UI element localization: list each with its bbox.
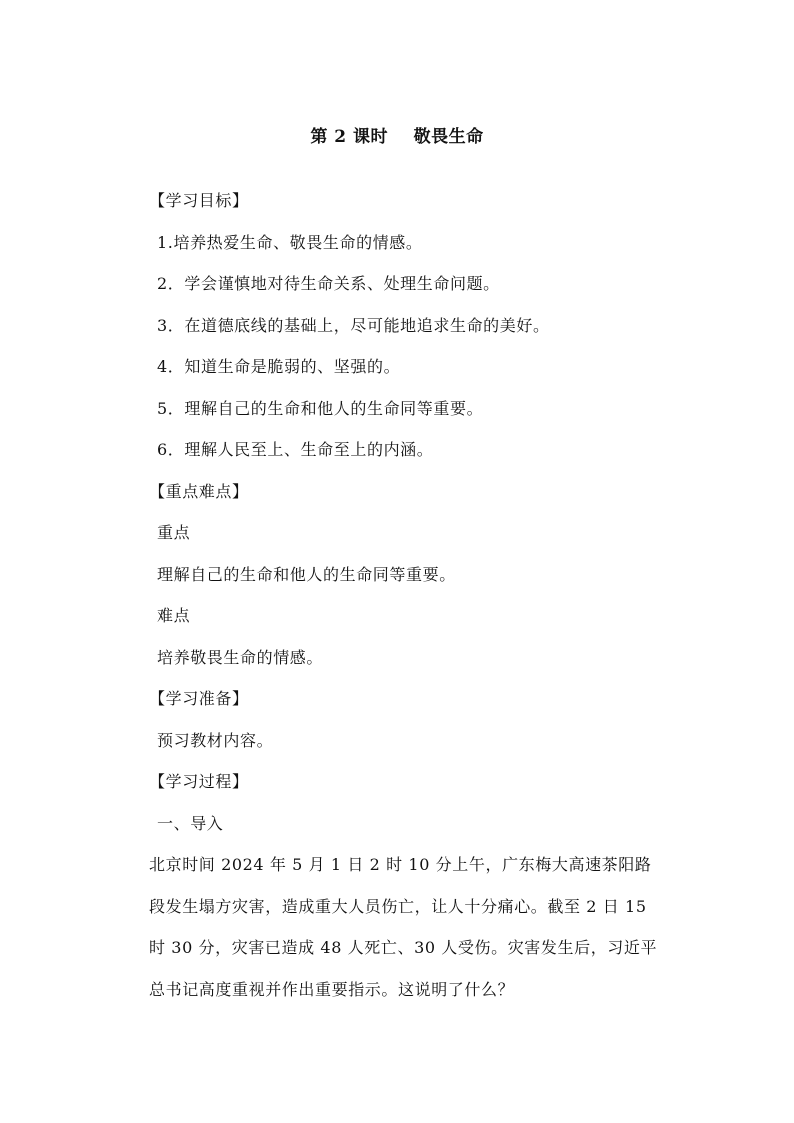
key-point-label: 重点 [157,523,191,542]
page-title: 第 2 课时 敬畏生命 [310,127,484,147]
section-heading-objectives: 【学习目标】 [149,191,249,210]
section-heading-process: 【学习过程】 [149,772,249,791]
section-heading-preparation: 【学习准备】 [149,689,249,708]
objective-item: 4．知道生命是脆弱的、坚强的。 [157,357,401,376]
objective-item: 5．理解自己的生命和他人的生命同等重要。 [157,398,484,418]
difficult-point-label: 难点 [157,606,191,625]
objective-item: 6．理解人民至上、生命至上的内涵。 [157,440,434,459]
process-part-title: 一、导入 [157,813,224,833]
section-heading-key-points: 【重点难点】 [149,481,249,501]
intro-paragraph-line: 总书记高度重视并作出重要指示。这说明了什么？ [149,979,515,999]
key-point-text: 理解自己的生命和他人的生命同等重要。 [157,564,456,584]
difficult-point-text: 培养敬畏生命的情感。 [157,647,324,667]
preparation-text: 预习教材内容。 [157,730,274,750]
objective-item: 2．学会谨慎地对待生命关系、处理生命问题。 [157,274,500,293]
intro-paragraph-line: 段发生塌方灾害，造成重大人员伤亡，让人十分痛心。截至 2 日 15 [149,896,647,916]
objective-item: 1.培养热爱生命、敬畏生命的情感。 [157,232,423,252]
intro-paragraph [149,844,679,1010]
intro-paragraph-line: 时 30 分，灾害已造成 48 人死亡、30 人受伤。灾害发生后，习近平 [149,938,658,957]
intro-paragraph-line: 北京时间 2024 年 5 月 1 日 2 时 10 分上午，广东梅大高速茶阳路 [149,855,652,874]
document-body [149,180,677,1010]
objective-item: 3．在道德底线的基础上，尽可能地追求生命的美好。 [157,315,550,335]
